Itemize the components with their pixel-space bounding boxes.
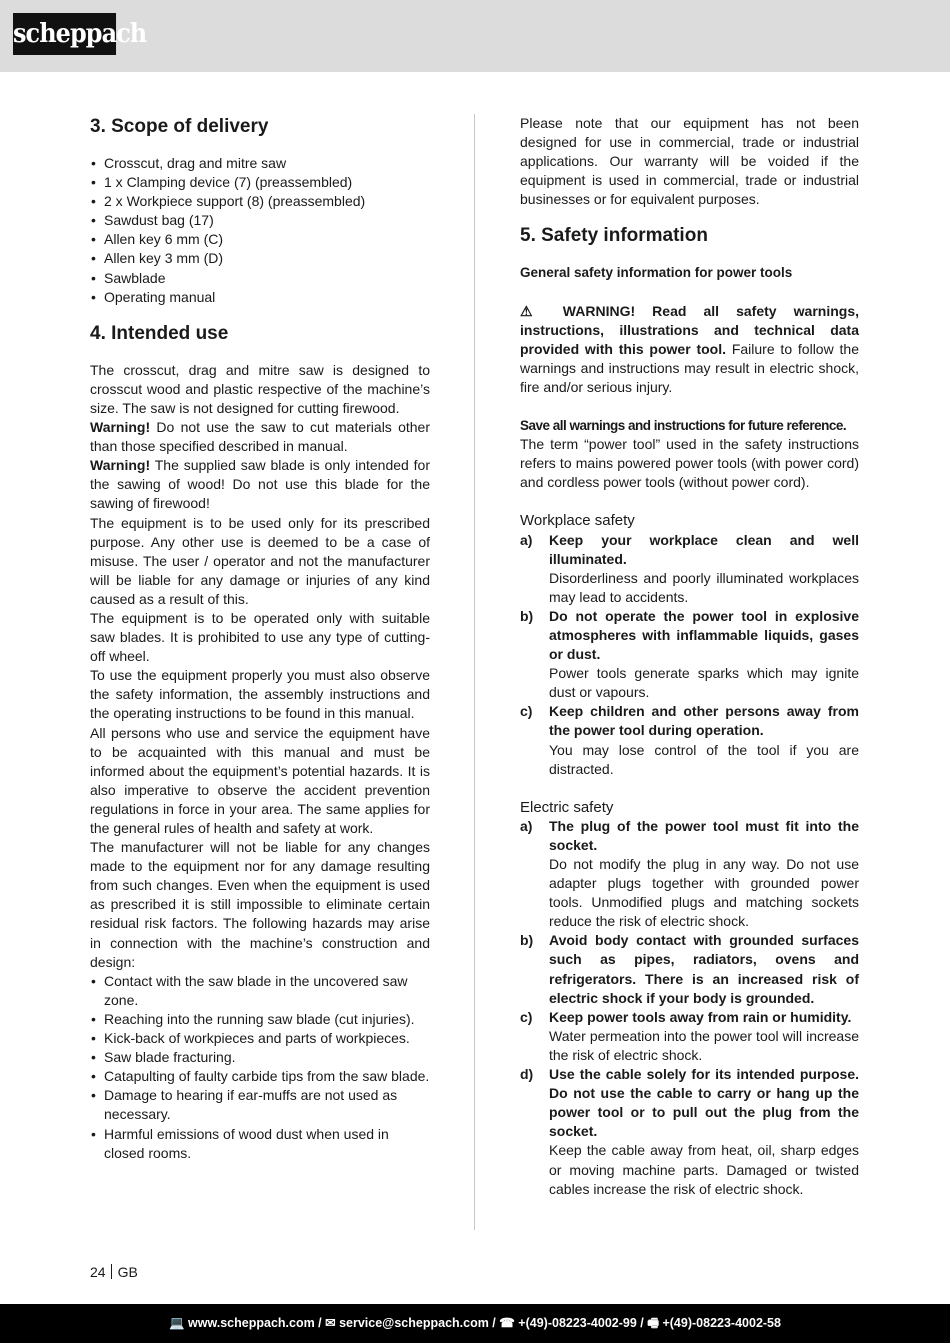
item-bold-text: Keep children and other persons away from the power tool during operation. [549, 703, 859, 739]
contact-info: 💻 www.scheppach.com / ✉ service@scheppach.com / ☎ +(49)-08223-4002-99 / 🖷 +(49)-08223-4002-58 [169, 1316, 781, 1330]
list-item: • Reaching into the running saw blade (cut injuries). [90, 1010, 430, 1029]
item-marker: c) [520, 703, 533, 720]
item-marker: d) [520, 1066, 534, 1083]
list-item: • Sawblade [90, 269, 430, 288]
warning-text: Do not use the saw to cut materials other than those specified described in manual. [90, 419, 430, 455]
safety-information-title: 5. Safety information [520, 225, 708, 247]
item-bold-text: Keep your workplace clean and well illuminated. [549, 531, 859, 567]
list-item: • Operating manual [90, 288, 430, 307]
warning-text: Failure to follow the warnings and instructions may result in electric shock, fire and/or serious injury. [520, 340, 859, 395]
list-item: • Saw blade fracturing. [90, 1048, 430, 1067]
item-text: Keep the cable away from heat, oil, sharp edges or moving machine parts. Damaged or twisted cables increase the risk of electric shock. [549, 1142, 859, 1197]
intended-use-paragraph: The crosscut, drag and mitre saw is designed to crosscut wood and plastic respective of the machine’s size. The saw is not designed for cutting firewood. [90, 361, 430, 416]
item-bold-text: Do not operate the power tool in explosive atmospheres with inflammable liquids, gases or dust. [549, 607, 859, 663]
item-bold-text: Keep power tools away from rain or humidity. [549, 1008, 852, 1025]
warning-triangle-icon: ⚠ [520, 302, 546, 319]
scheppach-logo: scheppach [13, 13, 116, 55]
list-item [520, 817, 859, 932]
list-item [520, 1065, 859, 1199]
right-column [520, 114, 859, 1199]
footer-contact-bar [0, 1304, 950, 1343]
general-warning-paragraph [520, 302, 859, 397]
workplace-safety-list [520, 531, 859, 779]
list-item: • Contact with the saw blade in the uncovered saw zone. [90, 972, 430, 1010]
list-item: • Kick-back of workpieces and parts of workpieces. [90, 1029, 430, 1048]
warning-paragraph [90, 418, 430, 456]
list-item: • Crosscut, drag and mitre saw [90, 154, 430, 173]
list-item: • Catapulting of faulty carbide tips from the saw blade. [90, 1067, 430, 1086]
warning-paragraph [90, 456, 430, 513]
item-marker: a) [520, 817, 533, 834]
item-text: Water permeation into the power tool will increase the risk of electric shock. [549, 1027, 859, 1063]
power-tool-definition: The term “power tool” used in the safety instructions refers to mains powered power tools (with power cord) and cordless power tools (without power cord). [520, 436, 859, 491]
intended-use-paragraph: To use the equipment properly you must also observe the safety information, the assembly instructions and the operating instructions to be found in this manual. [90, 667, 430, 722]
item-text: Disorderliness and poorly illuminated workplaces may lead to accidents. [549, 569, 859, 605]
list-item [520, 931, 859, 1007]
page-number [90, 1264, 138, 1280]
list-item: • Harmful emissions of wood dust when used in closed rooms. [90, 1125, 430, 1163]
warning-bold-text: WARNING! Read all safety warnings, instructions, illustrations and technical data provided with this power tool. [520, 302, 859, 357]
warning-label: Warning! [90, 419, 151, 436]
intended-use-paragraph: The equipment is to be used only for its prescribed purpose. Any other use is deemed to be a case of misuse. The user / operator and not the manufacturer will be liable for any damage or injuries of any kind caused as a result of this. [90, 514, 430, 607]
item-marker: a) [520, 531, 533, 548]
hazard-list [90, 972, 430, 1163]
item-text: You may lose control of the tool if you are distracted. [549, 741, 859, 777]
column-divider [474, 114, 475, 1230]
warranty-note: Please note that our equipment has not been designed for use in commercial, trade or industrial applications. Our warranty will be voided if the equipment is used in commercial, trade or industrial businesses or for equivalent purposes. [520, 115, 859, 208]
warning-text: The supplied saw blade is only intended for the sawing of wood! Do not use this blade for the sawing of firewood! [90, 457, 430, 512]
list-item [520, 1008, 859, 1065]
workplace-safety-heading: Workplace safety [520, 512, 635, 530]
list-item: • 2 x Workpiece support (8) (preassembled) [90, 192, 430, 211]
header-band [0, 0, 950, 72]
scope-list [90, 154, 430, 307]
list-item: • Sawdust bag (17) [90, 211, 430, 230]
intended-use-paragraph: The equipment is to be operated only with suitable saw blades. It is prohibited to use any type of cutting-off wheel. [90, 609, 430, 665]
item-marker: b) [520, 932, 534, 949]
list-item [520, 607, 859, 702]
page-number-separator [111, 1264, 112, 1279]
left-column [90, 114, 430, 1163]
list-item: • 1 x Clamping device (7) (preassembled) [90, 173, 430, 192]
page-number-value: 24 [90, 1264, 106, 1280]
item-marker: b) [520, 607, 534, 624]
list-item: • Damage to hearing if ear-muffs are not used as necessary. [90, 1086, 430, 1124]
intended-use-paragraph: The manufacturer will not be liable for any changes made to the equipment nor for any damage resulting from such changes. Even when the equipment is used as prescribed it is still impossible to eliminate certain residual risk factors. The following hazards may arise in connection with the machine’s construction and design: [90, 839, 430, 970]
item-marker: c) [520, 1008, 533, 1025]
list-item [520, 531, 859, 607]
electric-safety-list [520, 817, 859, 1199]
intended-use-paragraph: All persons who use and service the equipment have to be acquainted with this manual and must be informed about the equipment’s potential hazards. It is also imperative to observe the accident prevention regulations in force in your area. The same applies for the general rules of health and safety at work. [90, 724, 430, 836]
warning-label: Warning! [90, 457, 151, 474]
list-item [520, 702, 859, 778]
general-safety-heading: General safety information for power tools [520, 265, 793, 281]
electric-safety-heading: Electric safety [520, 798, 614, 816]
language-code: GB [117, 1264, 138, 1280]
intended-use-title: 4. Intended use [90, 322, 229, 344]
item-text: Do not modify the plug in any way. Do not use adapter plugs together with grounded power tools. Unmodified plugs and matching sockets reduce the risk of electric shock. [549, 856, 859, 930]
list-item: • Allen key 3 mm (D) [90, 249, 430, 268]
item-bold-text: Use the cable solely for its intended purpose. Do not use the cable to carry or hang up the power tool or to pull out the plug from the socket. [549, 1066, 859, 1140]
scope-of-delivery-title: 3. Scope of delivery [90, 116, 269, 137]
item-text: Power tools generate sparks which may ignite dust or vapours. [549, 665, 859, 701]
item-bold-text: Avoid body contact with grounded surfaces such as pipes, radiators, ovens and refrigerators. There is an increased risk of electric shock if your body is grounded. [549, 932, 859, 1006]
item-bold-text: The plug of the power tool must fit into the socket. [549, 817, 859, 853]
list-item: • Allen key 6 mm (C) [90, 230, 430, 249]
save-warnings-heading: Save all warnings and instructions for future reference. [520, 418, 847, 434]
